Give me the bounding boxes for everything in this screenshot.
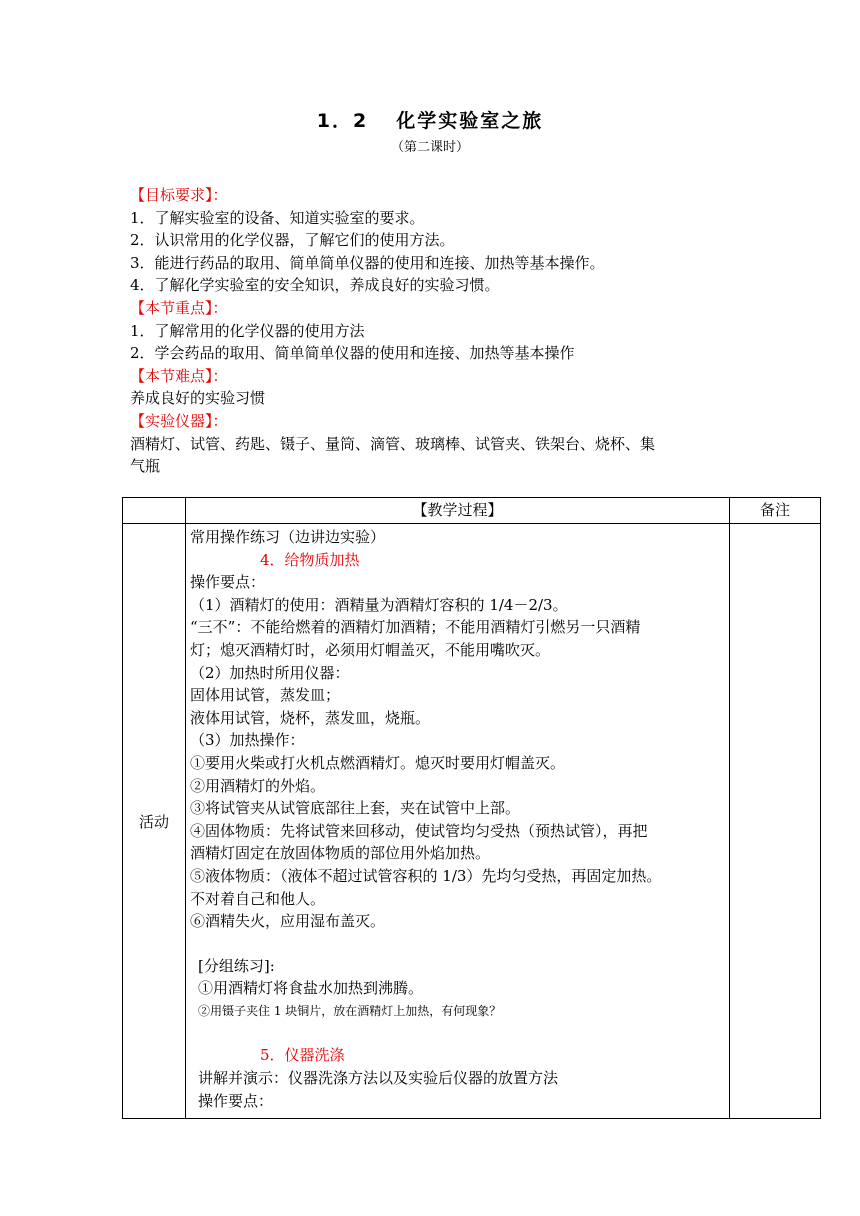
notes-cell (730, 524, 821, 1119)
content-line: ②用酒精灯的外焰。 (190, 776, 326, 795)
process-content-cell (186, 524, 730, 1119)
section-number: 1．2 (316, 110, 369, 132)
goals-heading: 【目标要求】： (130, 186, 228, 204)
content-line: 不对着自己和他人。 (190, 889, 326, 908)
row-label-cell: 活动 (123, 524, 186, 1119)
header-notes-cell: 备注 (730, 498, 821, 524)
content-line: ⑤液体物质：（液体不超过试管容积的 1/3）先均匀受热，再固定加热。 (190, 866, 662, 885)
content-line: ①用酒精灯将食盐水加热到沸腾。 (198, 979, 424, 998)
content-line: “三不”：不能给燃着的酒精灯加酒精；不能用酒精灯引燃另一只酒精 (190, 618, 641, 637)
content-line: ①要用火柴或打火机点燃酒精灯。熄灭时要用灯帽盖灭。 (190, 753, 566, 772)
content-line: ③将试管夹从试管底部往上套，夹在试管中上部。 (190, 799, 521, 818)
content-line: 常用操作练习（边讲边实验） (190, 528, 386, 546)
page-subtitle: （第二课时） (390, 140, 469, 155)
key-point-item: 1．了解常用的化学仪器的使用方法 (130, 321, 365, 340)
key-points-heading: 【本节重点】： (130, 298, 228, 317)
instruments-heading: 【实验仪器】： (130, 411, 228, 430)
table-header-row (123, 498, 821, 524)
spacer (190, 1022, 729, 1044)
page-title (0, 106, 860, 133)
goal-item: 3．能进行药品的取用、简单简单仪器的使用和连接、加热等基本操作。 (130, 253, 605, 272)
content-line: ②用镊子夹住 1 块铜片，放在酒精灯上加热，有何现象？ (198, 1003, 502, 1018)
title-text: 化学实验室之旅 (396, 110, 544, 132)
content-line: ⑥酒精失火，应用湿布盖灭。 (190, 912, 386, 931)
content-line: 固体用试管，蒸发皿； (190, 686, 341, 705)
content-line: 讲解并演示：仪器洗涤方法以及实验后仪器的放置方法 (198, 1069, 559, 1088)
content-line: ④固体物质：先将试管来回移动，使试管均匀受热（预热试管），再把 (190, 821, 648, 840)
content-line: 灯；熄灭酒精灯时，必须用灯帽盖灭，不能用嘴吹灭。 (190, 640, 551, 659)
content-line: 操作要点： (190, 573, 266, 592)
section-heading: 5．仪器洗涤 (260, 1046, 345, 1065)
content-line: （1）酒精灯的使用：酒精量为酒精灯容积的 1/4－2/3。 (190, 595, 568, 614)
content-line: （3）加热操作： (190, 731, 305, 750)
teaching-process-table (122, 497, 821, 1119)
spacer (190, 933, 729, 955)
key-point-item: 2．学会药品的取用、简单简单仪器的使用和连接、加热等基本操作 (130, 344, 575, 363)
content-line: 液体用试管，烧杯，蒸发皿，烧瓶。 (190, 708, 431, 727)
content-line: （2）加热时所用仪器： (190, 663, 350, 682)
goal-item: 4．了解化学实验室的安全知识，养成良好的实验习惯。 (130, 276, 500, 295)
section-heading: 4．给物质加热 (260, 550, 360, 569)
goal-item: 2．认识常用的化学仪器，了解它们的使用方法。 (130, 231, 455, 250)
intro-section (130, 184, 740, 478)
difficulty-heading: 【本节难点】： (130, 366, 228, 385)
instruments-text-cont: 气瓶 (130, 457, 161, 476)
content-line: 酒精灯固定在放固体物质的部位用外焰加热。 (190, 844, 491, 863)
instruments-text: 酒精灯、试管、药匙、镊子、量筒、滴管、玻璃棒、试管夹、铁架台、烧杯、集 (130, 434, 656, 453)
difficulty-text: 养成良好的实验习惯 (130, 389, 266, 408)
header-process-cell: 【教学过程】 (186, 498, 730, 524)
group-practice-label: [分组练习]: (198, 956, 275, 975)
table-row (123, 524, 821, 1119)
content-line: 操作要点： (198, 1091, 274, 1110)
goal-item: 1．了解实验室的设备、知道实验室的要求。 (130, 208, 425, 227)
header-empty-cell (123, 498, 186, 524)
